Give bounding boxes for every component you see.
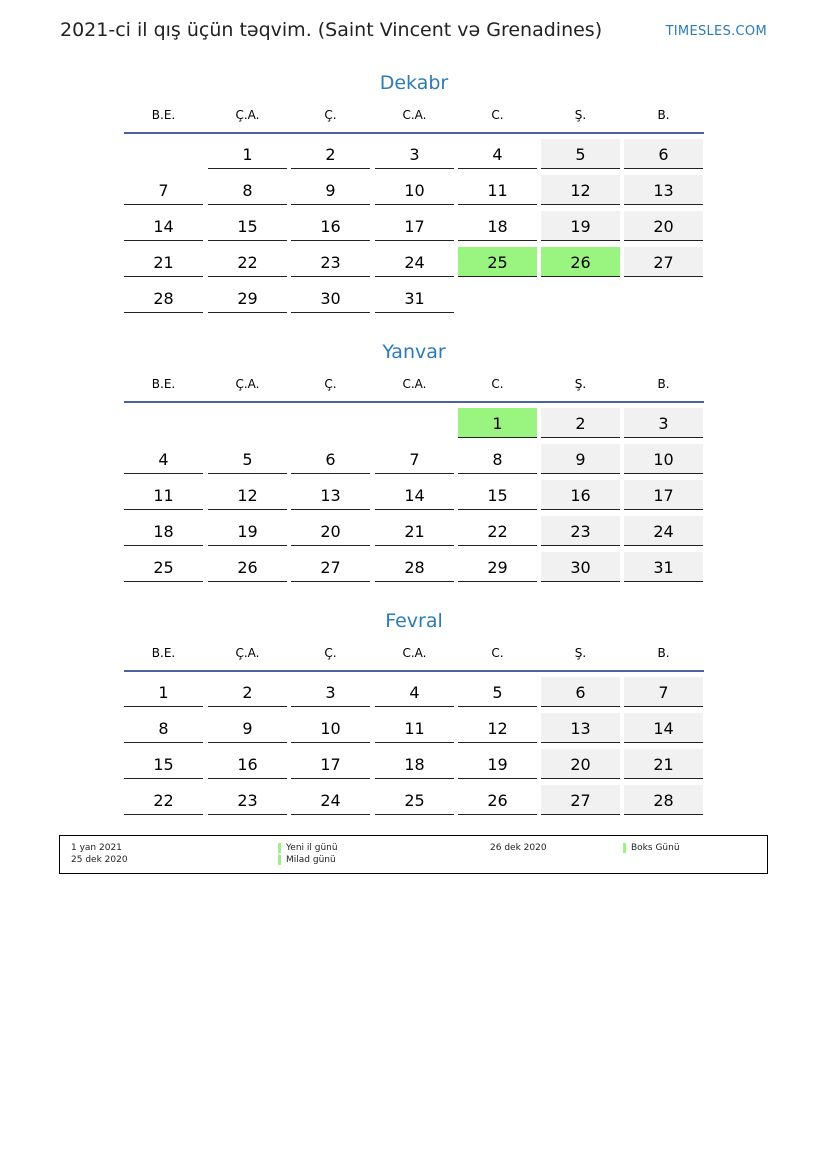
day-cell: 29 <box>458 552 537 582</box>
day-cell: 29 <box>208 283 287 313</box>
holiday-color-marker <box>278 855 281 865</box>
day-cell: 25 <box>458 247 537 277</box>
day-cell: 1 <box>458 408 537 438</box>
day-cell: 11 <box>458 175 537 205</box>
day-cell: 4 <box>458 139 537 169</box>
day-cell: 21 <box>124 247 203 277</box>
day-cell: 9 <box>208 713 287 743</box>
day-cell: 17 <box>291 749 370 779</box>
legend-date: 1 yan 2021 <box>71 843 122 853</box>
month-december <box>124 68 704 319</box>
day-cell: 24 <box>375 247 454 277</box>
day-cell: 3 <box>375 139 454 169</box>
weekday-label: C. <box>491 646 504 660</box>
day-cell: 16 <box>208 749 287 779</box>
day-cell: 6 <box>291 444 370 474</box>
month-name: Fevral <box>385 610 443 632</box>
weekday-label: C.A. <box>402 646 427 660</box>
header-rule <box>124 132 704 134</box>
holiday-legend <box>59 835 768 874</box>
day-cell: 22 <box>124 785 203 815</box>
day-cell: 21 <box>375 516 454 546</box>
day-cell: 17 <box>624 480 703 510</box>
day-cell: 17 <box>375 211 454 241</box>
header-rule <box>124 670 704 672</box>
day-cell: 25 <box>375 785 454 815</box>
day-cell: 14 <box>624 713 703 743</box>
day-cell: 5 <box>541 139 620 169</box>
day-cell: 26 <box>458 785 537 815</box>
day-cell: 8 <box>458 444 537 474</box>
month-name: Dekabr <box>379 72 449 94</box>
day-cell: 6 <box>541 677 620 707</box>
day-cell: 28 <box>124 283 203 313</box>
month-name: Yanvar <box>382 341 446 363</box>
day-cell: 24 <box>291 785 370 815</box>
day-cell: 25 <box>124 552 203 582</box>
day-cell: 12 <box>541 175 620 205</box>
page-title: 2021-ci il qış üçün təqvim. (Saint Vincent və Grenadines) <box>60 19 603 41</box>
day-grid <box>124 677 704 821</box>
day-cell: 6 <box>624 139 703 169</box>
day-cell: 20 <box>541 749 620 779</box>
day-cell: 27 <box>291 552 370 582</box>
day-cell: 9 <box>291 175 370 205</box>
weekday-label: B.E. <box>151 108 176 122</box>
weekday-label: Ç.A. <box>235 646 260 660</box>
day-cell: 10 <box>375 175 454 205</box>
day-cell: 23 <box>208 785 287 815</box>
day-cell: 15 <box>458 480 537 510</box>
weekday-label: Ç.A. <box>235 377 260 391</box>
day-cell: 7 <box>624 677 703 707</box>
day-cell: 28 <box>375 552 454 582</box>
day-cell: 3 <box>624 408 703 438</box>
day-cell: 18 <box>458 211 537 241</box>
day-grid <box>124 139 704 319</box>
day-cell: 23 <box>291 247 370 277</box>
day-cell: 11 <box>124 480 203 510</box>
day-cell: 23 <box>541 516 620 546</box>
weekday-label: C. <box>491 377 504 391</box>
day-cell: 11 <box>375 713 454 743</box>
day-cell: 15 <box>208 211 287 241</box>
day-cell: 30 <box>541 552 620 582</box>
holiday-color-marker <box>623 843 626 853</box>
day-cell: 20 <box>624 211 703 241</box>
day-cell: 4 <box>375 677 454 707</box>
day-cell: 22 <box>458 516 537 546</box>
weekday-label: Ç.A. <box>235 108 260 122</box>
day-cell: 18 <box>124 516 203 546</box>
legend-holiday-name: Yeni il günü <box>286 843 338 853</box>
day-cell: 7 <box>124 175 203 205</box>
legend-date: 25 dek 2020 <box>71 855 128 865</box>
day-cell: 26 <box>208 552 287 582</box>
weekday-header <box>124 100 704 130</box>
day-cell: 7 <box>375 444 454 474</box>
weekday-header <box>124 369 704 399</box>
day-cell: 1 <box>208 139 287 169</box>
day-cell: 1 <box>124 677 203 707</box>
weekday-label: B. <box>657 108 670 122</box>
weekday-label: Ç. <box>324 646 337 660</box>
weekday-label: Ç. <box>324 377 337 391</box>
weekday-label: Ş. <box>574 646 587 660</box>
day-cell: 21 <box>624 749 703 779</box>
day-cell: 15 <box>124 749 203 779</box>
day-cell: 8 <box>208 175 287 205</box>
day-cell: 9 <box>541 444 620 474</box>
weekday-label: C. <box>491 108 504 122</box>
day-cell: 19 <box>541 211 620 241</box>
day-cell: 22 <box>208 247 287 277</box>
weekday-label: C.A. <box>402 377 427 391</box>
weekday-label: B. <box>657 646 670 660</box>
day-cell: 19 <box>458 749 537 779</box>
day-cell: 18 <box>375 749 454 779</box>
day-cell: 30 <box>291 283 370 313</box>
day-cell: 4 <box>124 444 203 474</box>
day-cell: 2 <box>541 408 620 438</box>
day-cell: 10 <box>291 713 370 743</box>
day-cell: 14 <box>375 480 454 510</box>
day-cell: 27 <box>624 247 703 277</box>
day-cell: 13 <box>291 480 370 510</box>
day-cell: 13 <box>624 175 703 205</box>
holiday-color-marker <box>278 843 281 853</box>
day-grid <box>124 408 704 588</box>
weekday-label: C.A. <box>402 108 427 122</box>
day-cell: 2 <box>208 677 287 707</box>
legend-holiday-name: Boks Günü <box>631 843 680 853</box>
header-rule <box>124 401 704 403</box>
day-cell: 13 <box>541 713 620 743</box>
day-cell: 28 <box>624 785 703 815</box>
day-cell: 16 <box>541 480 620 510</box>
weekday-label: B.E. <box>151 646 176 660</box>
day-cell: 2 <box>291 139 370 169</box>
day-cell: 8 <box>124 713 203 743</box>
day-cell: 12 <box>208 480 287 510</box>
day-cell: 14 <box>124 211 203 241</box>
site-logo[interactable]: TIMESLES.COM <box>665 24 767 39</box>
day-cell: 20 <box>291 516 370 546</box>
day-cell: 19 <box>208 516 287 546</box>
day-cell: 27 <box>541 785 620 815</box>
day-cell: 12 <box>458 713 537 743</box>
month-january <box>124 337 704 588</box>
day-cell: 5 <box>458 677 537 707</box>
day-cell: 5 <box>208 444 287 474</box>
weekday-label: Ş. <box>574 377 587 391</box>
weekday-label: Ç. <box>324 108 337 122</box>
day-cell: 31 <box>624 552 703 582</box>
day-cell: 16 <box>291 211 370 241</box>
weekday-label: Ş. <box>574 108 587 122</box>
day-cell: 31 <box>375 283 454 313</box>
day-cell: 24 <box>624 516 703 546</box>
day-cell: 3 <box>291 677 370 707</box>
day-cell: 10 <box>624 444 703 474</box>
day-cell: 26 <box>541 247 620 277</box>
weekday-label: B. <box>657 377 670 391</box>
legend-holiday-name: Milad günü <box>286 855 336 865</box>
weekday-header <box>124 638 704 668</box>
legend-date: 26 dek 2020 <box>490 843 547 853</box>
month-february <box>124 606 704 821</box>
weekday-label: B.E. <box>151 377 176 391</box>
